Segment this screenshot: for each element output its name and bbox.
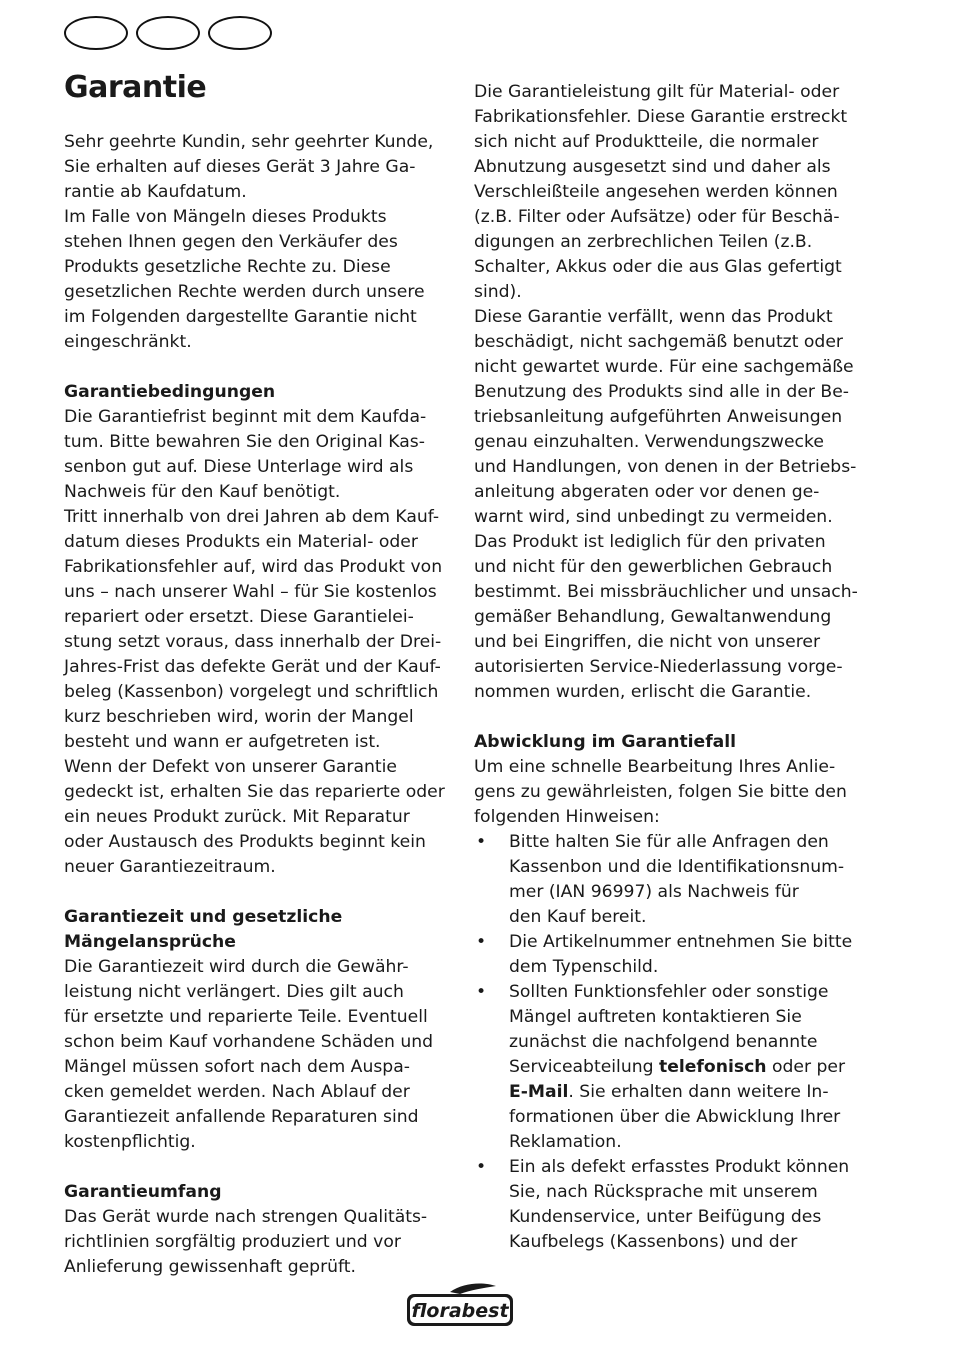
- list-item: [474, 930, 874, 980]
- left-column: [64, 130, 464, 1280]
- text-line: Um eine schnelle Bearbeitung Ihres Anlie-: [474, 757, 836, 777]
- right-column: [474, 80, 874, 1255]
- text-line: ein neues Produkt zurück. Mit Reparatur: [64, 807, 410, 827]
- logo-text: florabest: [411, 1300, 509, 1322]
- text-line: (z.B. Filter oder Aufsätze) oder für Beschä-: [474, 207, 840, 227]
- list-item: [474, 830, 874, 930]
- text-line: nicht gewartet wurde. Für eine sachgemäße: [474, 357, 854, 377]
- text-run: . Sie erhalten dann weitere In-: [568, 1082, 829, 1102]
- intro-paragraph: [64, 130, 464, 355]
- section-heading-garantiezeit-line2: Mängelansprüche: [64, 932, 236, 952]
- text-line: Diese Garantie verfällt, wenn das Produkt: [474, 307, 833, 327]
- section-body-abwicklung: [474, 755, 874, 830]
- text-line: warnt wird, sind unbedingt zu vermeiden.: [474, 507, 833, 527]
- text-line: beleg (Kassenbon) vorgelegt und schriftlich: [64, 682, 439, 702]
- section-heading-garantiebedingungen: Garantiebedingungen: [64, 382, 276, 402]
- section-body-garantiebedingungen: [64, 405, 464, 880]
- text-line: und nicht für den gewerblichen Gebrauch: [474, 557, 833, 577]
- section-heading-abwicklung: Abwicklung im Garantiefall: [474, 732, 737, 752]
- language-oval-3: [208, 16, 272, 50]
- text-line: leistung nicht verlängert. Dies gilt auch: [64, 982, 404, 1002]
- text-line: Das Gerät wurde nach strengen Qualitäts-: [64, 1207, 428, 1227]
- text-line: dem Typenschild.: [509, 957, 659, 977]
- text-line: besteht und wann er aufgetreten ist.: [64, 732, 381, 752]
- text-line: Kundenservice, unter Beifügung des: [509, 1207, 822, 1227]
- section-body-garantieumfang: [64, 1205, 464, 1280]
- text-line: repariert oder ersetzt. Diese Garantielei-: [64, 607, 414, 627]
- language-ovals: [64, 16, 272, 50]
- text-line: Kaufbelegs (Kassenbons) und der: [509, 1232, 798, 1252]
- text-line: gesetzlichen Rechte werden durch unsere: [64, 282, 425, 302]
- text-line: [509, 1080, 874, 1105]
- text-line: Jahres-Frist das defekte Gerät und der Kauf-: [64, 657, 441, 677]
- bold-telefonisch: telefonisch: [659, 1057, 767, 1077]
- text-line: und Handlungen, von denen in der Betriebs-: [474, 457, 857, 477]
- text-line: zunächst die nachfolgend benannte: [509, 1032, 818, 1052]
- text-line: digungen an zerbrechlichen Teilen (z.B.: [474, 232, 813, 252]
- text-line: Im Falle von Mängeln dieses Produkts: [64, 207, 387, 227]
- text-line: triebsanleitung aufgeführten Anweisungen: [474, 407, 843, 427]
- list-item: [474, 1155, 874, 1255]
- text-line: Verschleißteile angesehen werden können: [474, 182, 838, 202]
- text-line: kostenpflichtig.: [64, 1132, 196, 1152]
- text-line: mer (IAN 96997) als Nachweis für: [509, 882, 799, 902]
- text-line: richtlinien sorgfältig produziert und vor: [64, 1232, 401, 1252]
- text-line: neuer Garantiezeitraum.: [64, 857, 276, 877]
- text-line: Mängel müssen sofort nach dem Auspa-: [64, 1057, 410, 1077]
- text-line: Die Garantiezeit wird durch die Gewähr-: [64, 957, 409, 977]
- text-line: datum dieses Produkts ein Material- oder: [64, 532, 418, 552]
- text-line: gedeckt ist, erhalten Sie das reparierte oder: [64, 782, 445, 802]
- language-oval-1: [64, 16, 128, 50]
- text-line: uns – nach unserer Wahl – für Sie kostenlos: [64, 582, 437, 602]
- text-line: Anlieferung gewissenhaft geprüft.: [64, 1257, 357, 1277]
- text-line: autorisierten Service-Niederlassung vorge-: [474, 657, 843, 677]
- text-line: Mängel auftreten kontaktieren Sie: [509, 1007, 802, 1027]
- list-item: [474, 980, 874, 1155]
- text-line: [509, 1055, 874, 1080]
- text-line: rantie ab Kaufdatum.: [64, 182, 247, 202]
- text-line: im Folgenden dargestellte Garantie nicht: [64, 307, 417, 327]
- bold-email: E-Mail: [509, 1082, 569, 1102]
- section-heading-garantiezeit-line1: Garantiezeit und gesetzliche: [64, 907, 343, 927]
- text-line: Reklamation.: [509, 1132, 622, 1152]
- text-line: gens zu gewährleisten, folgen Sie bitte den: [474, 782, 847, 802]
- text-line: und bei Eingriffen, die nicht von unserer: [474, 632, 821, 652]
- text-line: eingeschränkt.: [64, 332, 192, 352]
- florabest-logo: [404, 1282, 516, 1330]
- text-line: formationen über die Abwicklung Ihrer: [509, 1107, 841, 1127]
- text-line: cken gemeldet werden. Nach Ablauf der: [64, 1082, 410, 1102]
- text-line: gemäßer Behandlung, Gewaltanwendung: [474, 607, 832, 627]
- warranty-scope-paragraph: [474, 80, 874, 705]
- text-line: genau einzuhalten. Verwendungszwecke: [474, 432, 824, 452]
- text-run: Serviceabteilung: [509, 1057, 659, 1077]
- text-line: Abnutzung ausgesetzt sind und daher als: [474, 157, 831, 177]
- text-line: Sie erhalten auf dieses Gerät 3 Jahre Ga-: [64, 157, 416, 177]
- text-line: Sehr geehrte Kundin, sehr geehrter Kunde,: [64, 132, 434, 152]
- text-line: Die Garantiefrist beginnt mit dem Kaufda-: [64, 407, 427, 427]
- text-line: nommen wurden, erlischt die Garantie.: [474, 682, 812, 702]
- text-line: Benutzung des Produkts sind alle in der Be-: [474, 382, 849, 402]
- text-line: Kassenbon und die Identifikationsnum-: [509, 857, 845, 877]
- text-run: oder per: [766, 1057, 846, 1077]
- text-line: Produkts gesetzliche Rechte zu. Diese: [64, 257, 391, 277]
- text-line: • Sollten Funktionsfehler oder sonstige: [509, 982, 829, 1002]
- text-line: Wenn der Defekt von unserer Garantie: [64, 757, 397, 777]
- text-line: Tritt innerhalb von drei Jahren ab dem Kauf-: [64, 507, 440, 527]
- text-line: für ersetzte und reparierte Teile. Eventuell: [64, 1007, 428, 1027]
- section-heading-garantieumfang: Garantieumfang: [64, 1182, 222, 1202]
- instructions-list: [474, 830, 874, 1255]
- text-line: beschädigt, nicht sachgemäß benutzt oder: [474, 332, 843, 352]
- language-oval-2: [136, 16, 200, 50]
- text-line: stung setzt voraus, dass innerhalb der Drei-: [64, 632, 442, 652]
- text-line: bestimmt. Bei missbräuchlicher und unsach-: [474, 582, 858, 602]
- text-line: anleitung abgeraten oder vor denen ge-: [474, 482, 820, 502]
- text-line: folgenden Hinweisen:: [474, 807, 660, 827]
- text-line: stehen Ihnen gegen den Verkäufer des: [64, 232, 398, 252]
- logo-leaf-icon: [450, 1284, 496, 1294]
- text-line: Nachweis für den Kauf benötigt.: [64, 482, 341, 502]
- text-line: oder Austausch des Produkts beginnt kein: [64, 832, 426, 852]
- text-line: tum. Bitte bewahren Sie den Original Kas-: [64, 432, 425, 452]
- page-title: Garantie: [64, 70, 207, 105]
- text-line: sind).: [474, 282, 522, 302]
- text-line: • Die Artikelnummer entnehmen Sie bitte: [509, 932, 853, 952]
- text-line: Schalter, Akkus oder die aus Glas gefertigt: [474, 257, 842, 277]
- text-line: • Ein als defekt erfasstes Produkt können: [509, 1157, 850, 1177]
- text-line: senbon gut auf. Diese Unterlage wird als: [64, 457, 414, 477]
- text-line: Fabrikationsfehler. Diese Garantie erstreckt: [474, 107, 848, 127]
- text-line: sich nicht auf Produktteile, die normaler: [474, 132, 819, 152]
- text-line: kurz beschrieben wird, worin der Mangel: [64, 707, 414, 727]
- text-line: • Bitte halten Sie für alle Anfragen den: [509, 832, 829, 852]
- text-line: schon beim Kauf vorhandene Schäden und: [64, 1032, 434, 1052]
- text-line: Fabrikationsfehler auf, wird das Produkt von: [64, 557, 443, 577]
- text-line: den Kauf bereit.: [509, 907, 647, 927]
- text-line: Sie, nach Rücksprache mit unserem: [509, 1182, 818, 1202]
- section-body-garantiezeit: [64, 955, 464, 1155]
- text-line: Die Garantieleistung gilt für Material- oder: [474, 82, 840, 102]
- text-line: Garantiezeit anfallende Reparaturen sind: [64, 1107, 419, 1127]
- text-line: Das Produkt ist lediglich für den privaten: [474, 532, 826, 552]
